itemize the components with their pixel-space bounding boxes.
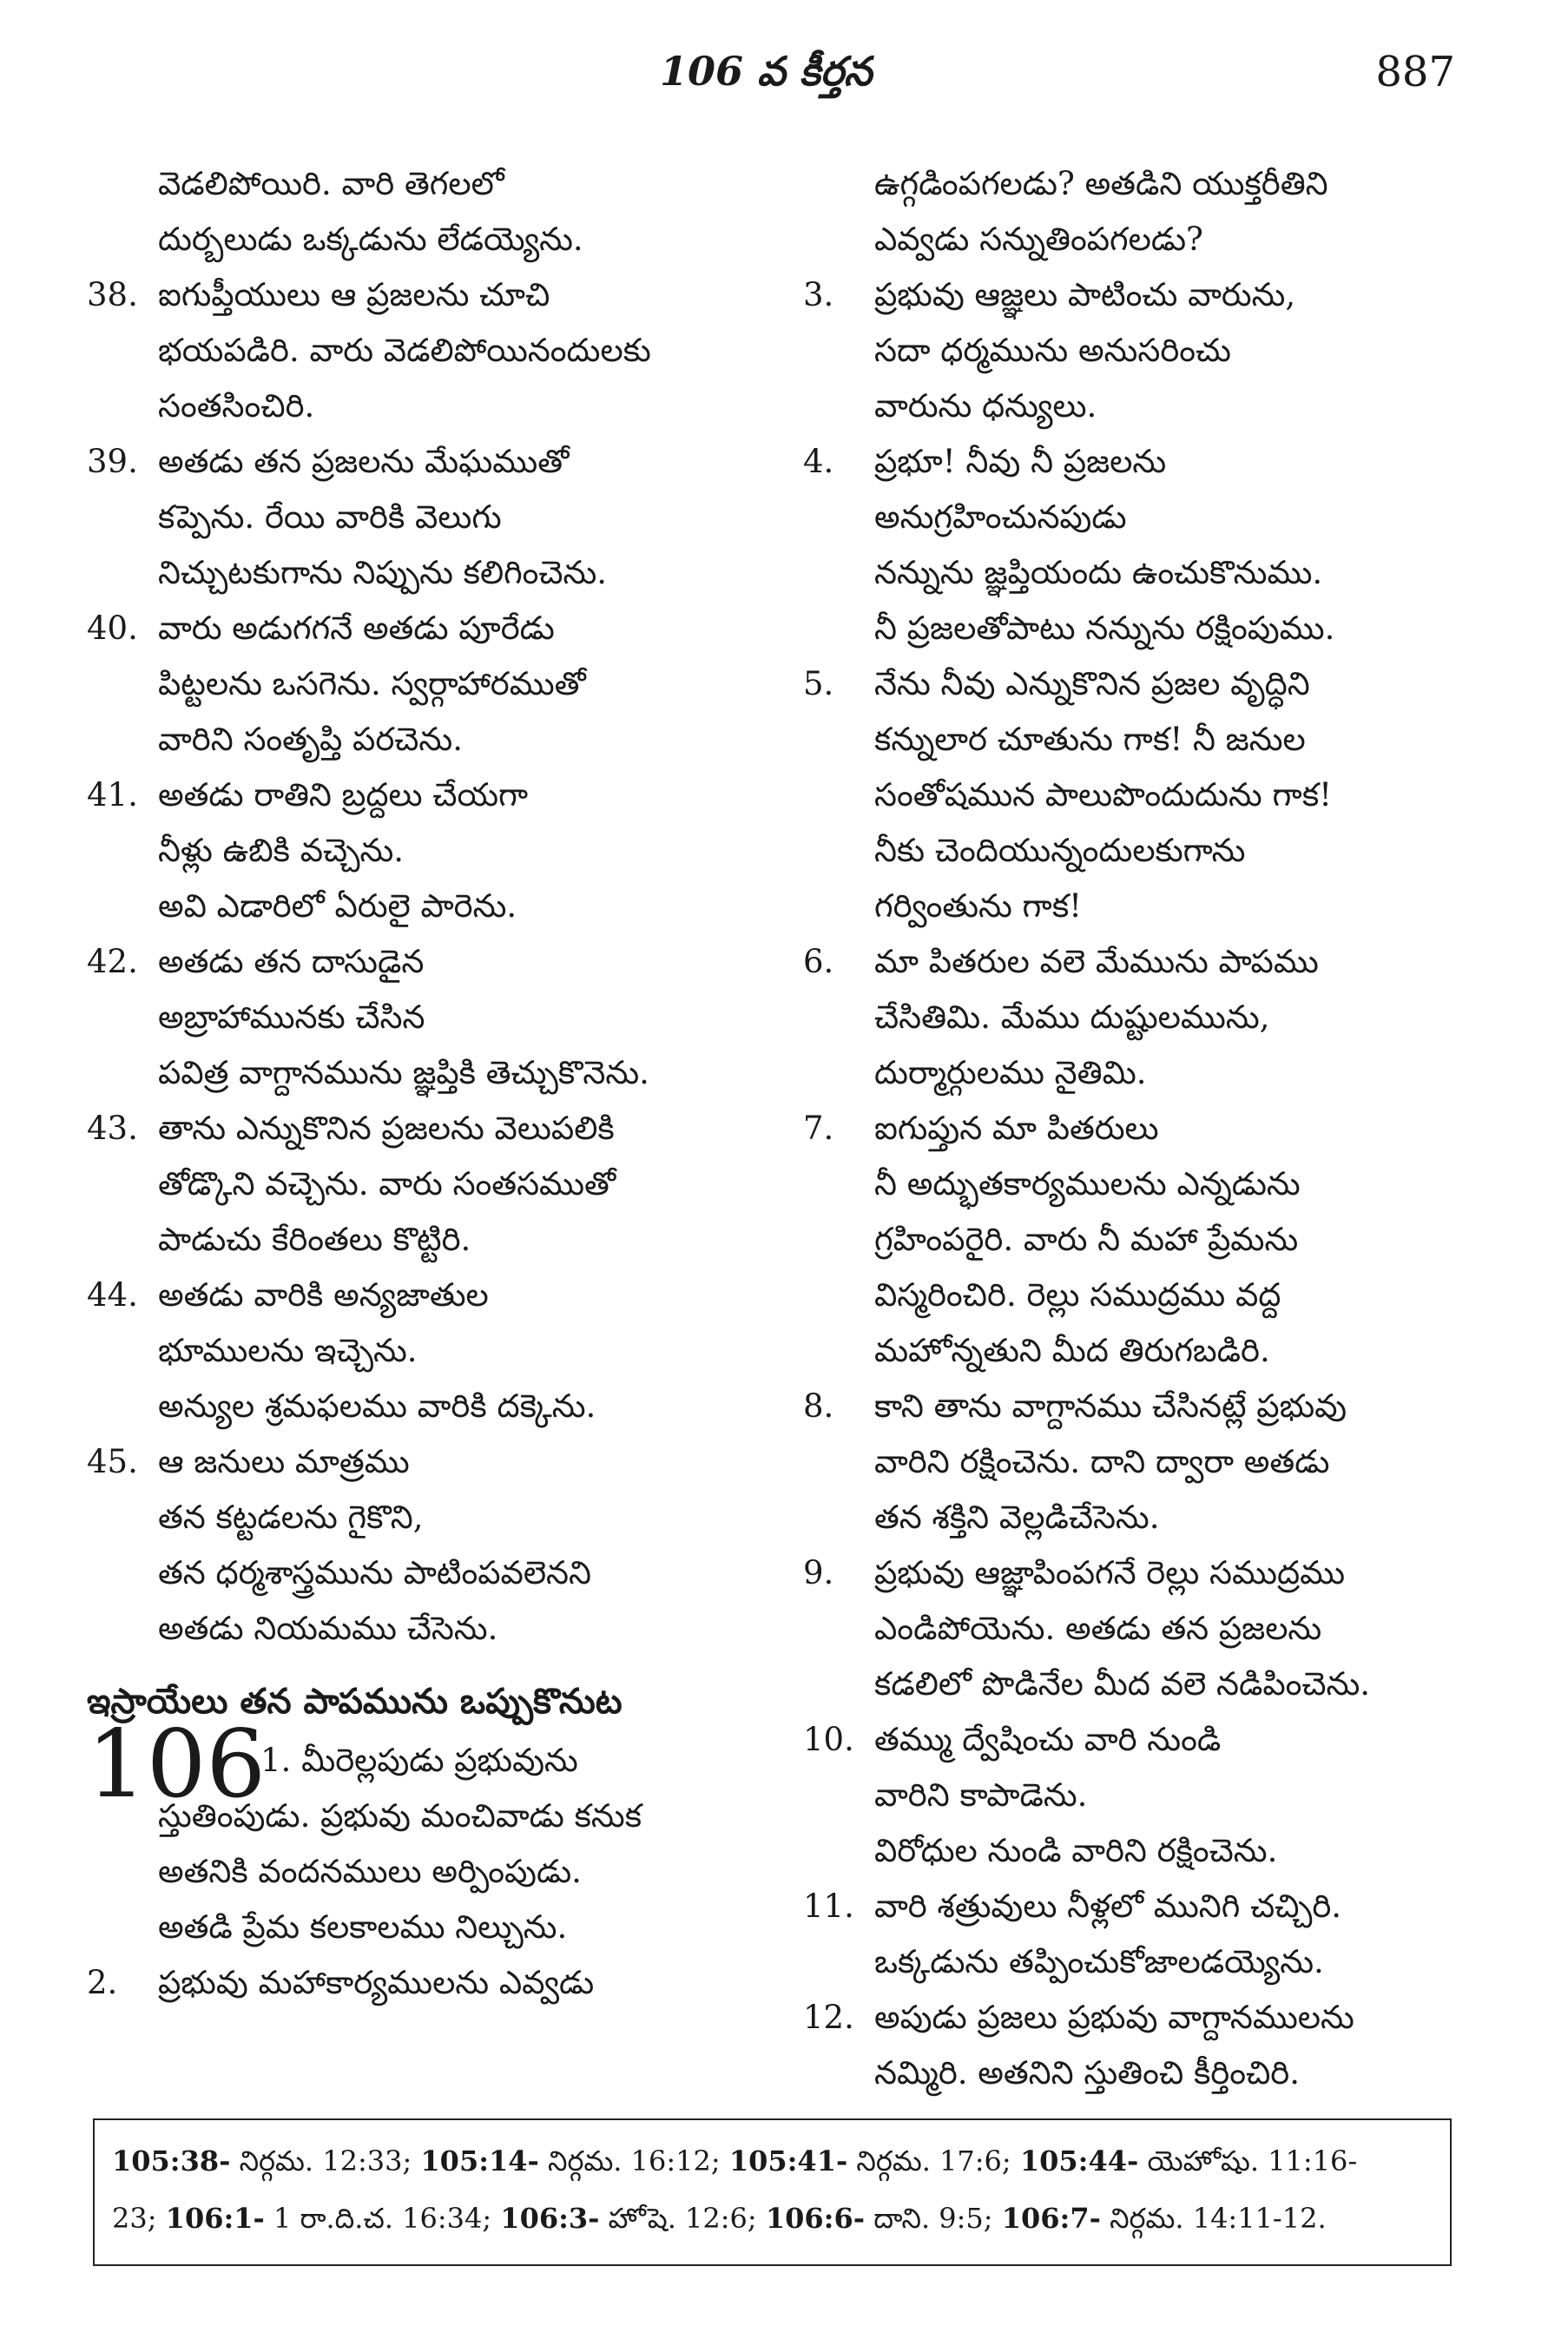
- verse-line: పిట్టలను ఒసగెను. స్వర్గాహారముతో: [158, 665, 586, 702]
- verse-line: నమ్మిరి. అతనిని స్తుతించి కీర్తించిరి.: [874, 2054, 1301, 2092]
- verse-line: అతడు రాతిని బ్రద్దలు చేయగా: [158, 776, 529, 814]
- verse-number: 7.: [803, 1110, 834, 1147]
- verse: [803, 656, 1489, 934]
- verse-line: దుర్బలుడు ఒక్కడును లేడయ్యెను.: [158, 221, 583, 258]
- verse-number: 8.: [803, 1387, 834, 1425]
- verse-line: విస్మరించిరి. రెల్లు సముద్రము వద్ద: [874, 1276, 1281, 1314]
- verse-line: అన్యుల శ్రమఫలము వారికి దక్కెను.: [158, 1387, 596, 1425]
- verse: [803, 934, 1489, 1101]
- verse: [87, 267, 773, 434]
- verse-number: 12.: [803, 1999, 854, 2036]
- verse-number: 4.: [803, 443, 834, 480]
- verse-line: అతడు తన ప్రజలను మేఘముతో: [158, 443, 570, 480]
- verse-line: అతడు వారికి అన్యజాతుల: [158, 1276, 489, 1314]
- verse-line: కడలిలో పొడినేల మీద వలె నడిపించెను.: [874, 1665, 1371, 1703]
- psalm-start: [87, 1710, 773, 1955]
- verse: [87, 1955, 773, 2011]
- verse-number: 2.: [87, 1964, 118, 2001]
- verse-line: వారు అడుగగనే అతడు పూరేడు: [158, 609, 555, 647]
- verse-line: స్తుతింపుడు. ప్రభువు మంచివాడు కనుక: [158, 1797, 642, 1835]
- verse: [803, 434, 1489, 656]
- left-column: [87, 156, 773, 2011]
- footnote-text: దాని. 9:5;: [865, 2202, 1002, 2235]
- verse-line: తోడ్కొని వచ్చెను. వారు సంతసముతో: [158, 1165, 616, 1202]
- footnote-text: 1 రా.ది.చ. 16:34;: [264, 2202, 501, 2235]
- footnote-ref: 106:3-: [500, 2202, 600, 2235]
- verse-line: ప్రభూ! నీవు నీ ప్రజలను: [874, 443, 1167, 480]
- verse: [87, 1434, 773, 1657]
- verse: [803, 1101, 1489, 1379]
- footnote-ref: 105:44-: [1019, 2144, 1139, 2177]
- footnote-box: [93, 2118, 1452, 2266]
- footnote-line: [112, 2132, 1433, 2190]
- verse-line: గ్రహింపరైరి. వారు నీ మహా ప్రేమను: [874, 1221, 1299, 1258]
- verse-line: ఐగుప్తున మా పితరులు: [874, 1110, 1159, 1147]
- verse-line: ప్రభువు ఆజ్ఞాపింపగనే రెల్లు సముద్రము: [874, 1554, 1346, 1591]
- verse-line: ప్రభువు మహాకార్యములను ఎవ్వడు: [158, 1964, 595, 2001]
- verse-line: అపుడు ప్రజలు ప్రభువు వాగ్దానములను: [874, 1999, 1354, 2036]
- verse-number: 42.: [87, 943, 138, 980]
- verse-number: 38.: [87, 276, 138, 313]
- verse-line: గర్వింతును గాక!: [874, 887, 1083, 925]
- verse-line: సదా ధర్మమును అనుసరించు: [874, 332, 1231, 369]
- footnote-ref: 105:41-: [728, 2144, 848, 2177]
- verse-line: భూములను ఇచ్చెను.: [158, 1332, 418, 1369]
- verse: [87, 434, 773, 601]
- verse-line: ప్రభువు ఆజ్ఞలు పాటించు వారును,: [874, 276, 1296, 313]
- verse-number: 9.: [803, 1554, 834, 1591]
- verse: [87, 156, 773, 267]
- verse-line: కప్పెను. రేయి వారికి వెలుగు: [158, 498, 502, 536]
- footnote-text: 23;: [112, 2202, 166, 2235]
- footnote-ref: 106:7-: [1001, 2202, 1101, 2235]
- footnote-text: నిర్గమ. 14:11-12.: [1100, 2202, 1327, 2235]
- verse-line: మా పితరుల వలె మేమును పాపము: [874, 943, 1319, 980]
- verse-line: నీళ్లు ఉబికి వచ్చెను.: [158, 832, 405, 869]
- verse-line: సంతసించిరి.: [158, 387, 315, 425]
- verse-line: సంతోషమున పాలుపొందుదును గాక!: [874, 776, 1333, 814]
- footnote-text: హోషె. 12:6;: [599, 2202, 766, 2235]
- verse-line: అనుగ్రహించునపుడు: [874, 498, 1127, 536]
- verse-line: విరోధుల నుండి వారిని రక్షించెను.: [874, 1832, 1278, 1869]
- verse: [87, 934, 773, 1101]
- verse-line: పవిత్ర వాగ్దానమును జ్ఞప్తికి తెచ్చుకొనెను.: [158, 1054, 649, 1091]
- verse-line: అతడి ప్రేమ కలకాలము నిల్చును.: [158, 1908, 568, 1946]
- verse-line: వారును ధన్యులు.: [874, 387, 1097, 425]
- verse-line: వారిని సంతృప్తి పరచెను.: [158, 721, 463, 758]
- verse-line: వారిని రక్షించెను. దాని ద్వారా అతడు: [874, 1443, 1330, 1480]
- verse-line: నీకు చెందియున్నందులకుగాను: [874, 832, 1246, 869]
- verse-line: చేసితిమి. మేము దుష్టులమును,: [874, 998, 1270, 1036]
- verse-line: ఎండిపోయెను. అతడు తన ప్రజలను: [874, 1610, 1322, 1647]
- verse-line: నేను నీవు ఎన్నుకొనిన ప్రజల వృద్ధిని: [874, 665, 1310, 702]
- verse-number: 45.: [87, 1443, 138, 1480]
- verse-number: 39.: [87, 443, 138, 480]
- verse-line: 1. మీరెల్లపుడు ప్రభువును: [260, 1742, 578, 1779]
- verse-line: తన ధర్మశాస్త్రమును పాటింపవలెనని: [158, 1554, 592, 1591]
- psalm-number: 106: [87, 1710, 267, 1819]
- verse-line: మహోన్నతుని మీద తిరుగబడిరి.: [874, 1332, 1270, 1369]
- verse-number: 40.: [87, 609, 138, 647]
- verse-line: నీ అద్భుతకార్యములను ఎన్నడును: [874, 1165, 1301, 1202]
- verse: [87, 1101, 773, 1268]
- verse-line: వెడలిపోయిరి. వారి తెగలలో: [158, 165, 504, 202]
- page-header: [0, 48, 1568, 100]
- verse-line: కాని తాను వాగ్దానము చేసినట్లే ప్రభువు: [874, 1387, 1347, 1425]
- verse-line: భయపడిరి. వారు వెడలిపోయినందులకు: [158, 332, 651, 369]
- verse-line: పాడుచు కేరింతలు కొట్టిరి.: [158, 1221, 471, 1258]
- footnote-ref: 105:38-: [112, 2144, 231, 2177]
- verse-line: తాను ఎన్నుకొనిన ప్రజలను వెలుపలికి: [158, 1110, 615, 1147]
- verse-line: అవి ఎడారిలో ఏరులై పారెను.: [158, 887, 517, 925]
- verse-line: నిచ్చుటకుగాను నిప్పును కలిగించెను.: [158, 554, 608, 591]
- verse-number: 6.: [803, 943, 834, 980]
- page-number: 887: [1375, 48, 1455, 96]
- verse-line: అతడు నియమము చేసెను.: [158, 1610, 498, 1647]
- footnote-text: నిర్గమ. 16:12;: [538, 2144, 729, 2177]
- verse-line: కన్నులార చూతును గాక! నీ జనుల: [874, 721, 1306, 758]
- footnote-text: యెహోషు. 11:16-: [1138, 2144, 1358, 2177]
- verse-number: 11.: [803, 1888, 854, 1925]
- verse-line: తన శక్తిని వెల్లడిచేసెను.: [874, 1499, 1160, 1536]
- verse-line: ఐగుప్తీయులు ఆ ప్రజలను చూచి: [158, 276, 550, 313]
- verse: [803, 1712, 1489, 1879]
- verse-line: నీ ప్రజలతోపాటు నన్నును రక్షింపుము.: [874, 609, 1335, 647]
- verse-line: వారి శత్రువులు నీళ్లలో మునిగి చచ్చిరి.: [874, 1888, 1342, 1925]
- verse-number: 41.: [87, 776, 138, 814]
- verse-line: ఒక్కడును తప్పించుకోజాలడయ్యెను.: [874, 1943, 1324, 1980]
- verse-number: 3.: [803, 276, 834, 313]
- verse-line: అబ్రాహామునకు చేసిన: [158, 998, 425, 1036]
- footnote-ref: 106:6-: [765, 2202, 866, 2235]
- footnote-text: నిర్గమ. 12:33;: [230, 2144, 421, 2177]
- verse-number: 5.: [803, 665, 834, 702]
- verse-number: 43.: [87, 1110, 138, 1147]
- footnote-ref: 106:1-: [165, 2202, 265, 2235]
- right-column: [803, 156, 1489, 2101]
- section-heading: ఇస్రాయేలు తన పాపమును ఒప్పుకొనుట: [87, 1682, 623, 1722]
- page-title: 106 వ కీర్తన: [660, 48, 873, 95]
- verse: [803, 156, 1489, 267]
- verse: [87, 768, 773, 934]
- verse: [803, 1990, 1489, 2101]
- verse: [803, 267, 1489, 434]
- verse-line: తన కట్టడలను గైకొని,: [158, 1499, 424, 1536]
- verse: [87, 601, 773, 768]
- footnote-line: [112, 2190, 1433, 2247]
- verse-number: 10.: [803, 1721, 854, 1758]
- verse: [803, 1879, 1489, 1990]
- verse-number: 44.: [87, 1276, 138, 1314]
- verse-line: నన్నును జ్ఞప్తియందు ఉంచుకొనుము.: [874, 554, 1323, 591]
- verse-line: అతనికి వందనములు అర్పింపుడు.: [158, 1853, 582, 1890]
- footnote-text: నిర్గమ. 17:6;: [847, 2144, 1020, 2177]
- verse: [803, 1379, 1489, 1545]
- verse-line: దుర్మార్గులము నైతిమి.: [874, 1054, 1147, 1091]
- verse-line: వారిని కాపాడెను.: [874, 1776, 1088, 1814]
- verse-line: ఆ జనులు మాత్రము: [158, 1443, 410, 1480]
- verse-line: తమ్ము ద్వేషించు వారి నుండి: [874, 1721, 1222, 1758]
- verse-line: ఉగ్గడింపగలడు? అతడిని యుక్తరీతిని: [874, 165, 1328, 202]
- verse-line: ఎవ్వడు సన్నుతింపగలడు?: [874, 221, 1203, 258]
- footnote-ref: 105:14-: [420, 2144, 539, 2177]
- verse: [803, 1545, 1489, 1712]
- verse: [87, 1268, 773, 1434]
- verse-line: అతడు తన దాసుడైన: [158, 943, 425, 980]
